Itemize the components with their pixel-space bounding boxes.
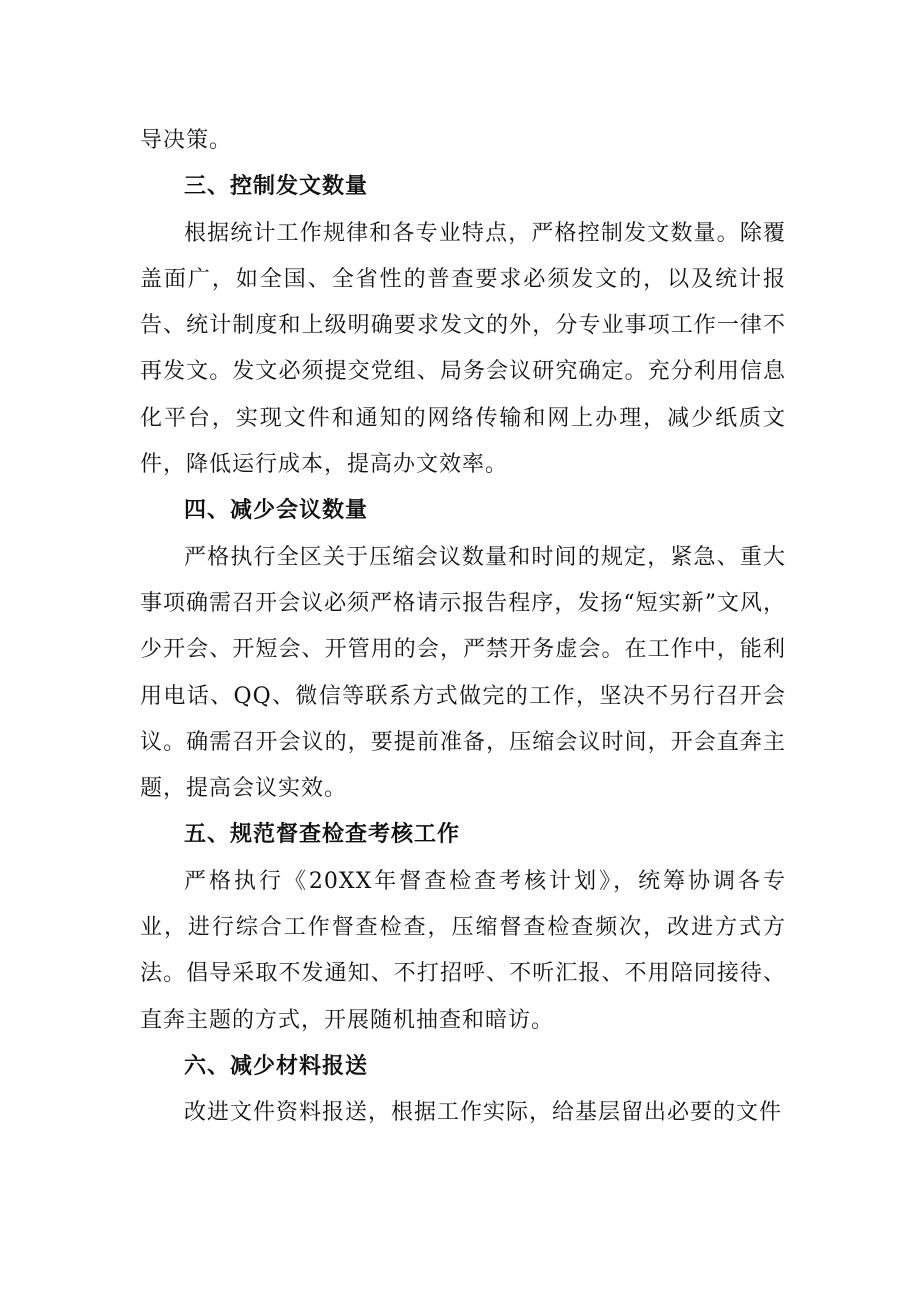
paragraph-material-submission: 改进文件资料报送，根据工作实际，给基层留出必要的文件: [184, 1100, 783, 1126]
section-heading-6: 六、减少材料报送: [184, 1053, 369, 1079]
section-heading-4: 四、减少会议数量: [184, 498, 369, 524]
paragraph-meeting-reduction: 严格执行全区关于压缩会议数量和时间的规定，紧急、重大事项确需召开会议必须严格请示报告程序，发扬“短实新”文风，少开会、开短会、开管用的会，严禁开务虚会。在工作中，能利用电话、QQ、微信等联系方式做完的工作，坚决不另行召开会议。确需召开会议的，要提前准备，压缩会议时间，开会直奔主题，提高会议实效。: [140, 544, 786, 802]
section-heading-3: 三、控制发文数量: [184, 174, 369, 200]
paragraph-document-control: 根据统计工作规律和各专业特点，严格控制发文数量。除覆盖面广，如全国、全省性的普查要求必须发文的，以及统计报告、统计制度和上级明确要求发文的外，分专业事项工作一律不再发文。发文必须提交党组、局务会议研究确定。充分利用信息化平台，实现文件和通知的网络传输和网上办理，减少纸质文件，降低运行成本，提高办文效率。: [140, 220, 786, 478]
paragraph-continuation: 导决策。: [140, 128, 233, 153]
section-heading-5: 五、规范督查检查考核工作: [184, 822, 461, 848]
paragraph-inspection: 严格执行《20XX年督查检查考核计划》，统筹协调各专业，进行综合工作督查检查，压缩督查检查频次，改进方式方法。倡导采取不发通知、不打招呼、不听汇报、不用陪同接待、直奔主题的方式，开展随机抽查和暗访。: [140, 868, 786, 1033]
document-page: [140, 118, 786, 1137]
